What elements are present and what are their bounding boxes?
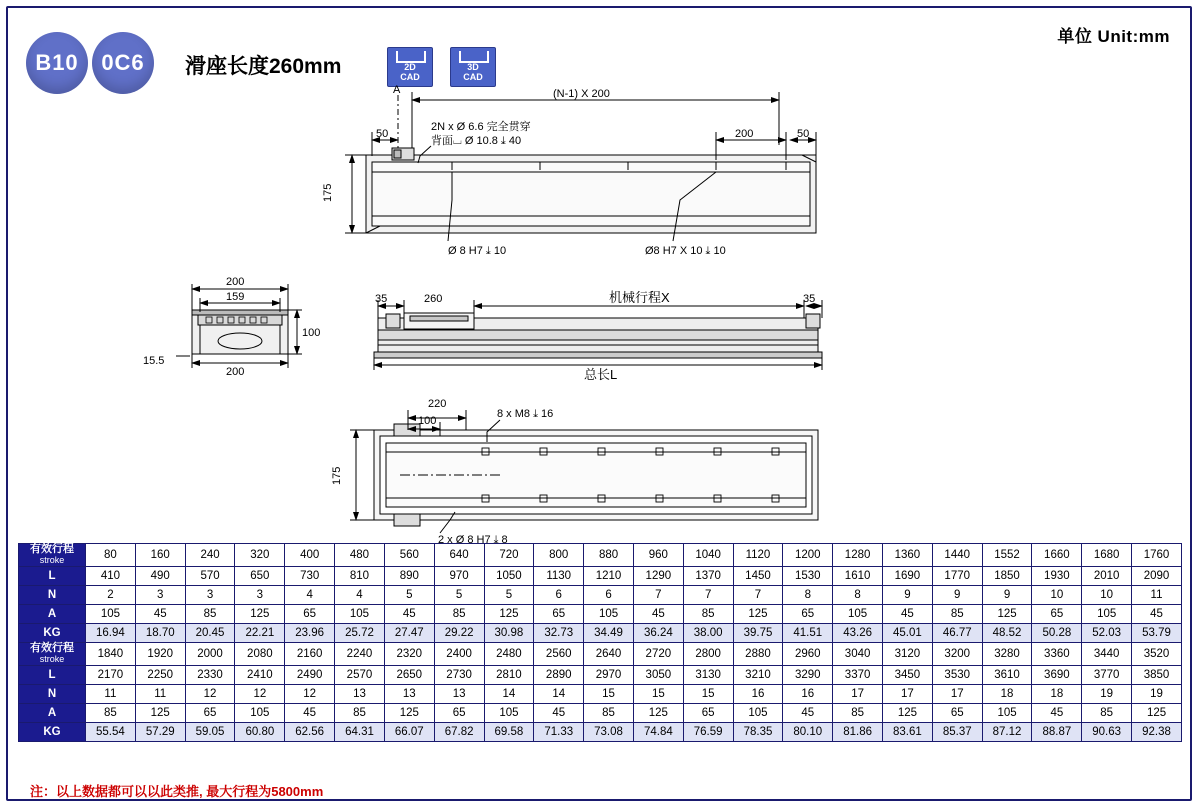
cell: 1280 [833, 544, 883, 567]
svg-text:2N x Ø 6.6 完全贯穿: 2N x Ø 6.6 完全贯穿 [431, 121, 531, 133]
cell: 76.59 [683, 723, 733, 742]
spec-table-block-1 [18, 543, 1182, 742]
svg-text:100: 100 [302, 327, 321, 339]
cell: 60.80 [235, 723, 285, 742]
cell: 12 [185, 685, 235, 704]
cell: 19 [1082, 685, 1132, 704]
cell: 11 [86, 685, 136, 704]
cell: 34.49 [584, 624, 634, 643]
cell: 1610 [833, 567, 883, 586]
cell: 3770 [1082, 666, 1132, 685]
cell: 16.94 [86, 624, 136, 643]
cell: 16 [783, 685, 833, 704]
cell: 2160 [285, 643, 335, 666]
cell: 2880 [733, 643, 783, 666]
cell: 7 [683, 586, 733, 605]
cell: 7 [633, 586, 683, 605]
cell: 2650 [384, 666, 434, 685]
cell: 46.77 [932, 624, 982, 643]
cell: 560 [384, 544, 434, 567]
svg-text:Ø8 H7 X 10 ⤓ 10: Ø8 H7 X 10 ⤓ 10 [645, 245, 726, 257]
cell: 3130 [683, 666, 733, 685]
svg-text:175: 175 [322, 183, 334, 202]
cell: 105 [235, 704, 285, 723]
table-row-l-2 [19, 666, 1182, 685]
cell: 570 [185, 567, 235, 586]
cell: 45 [135, 605, 185, 624]
cell: 400 [285, 544, 335, 567]
cell: 3210 [733, 666, 783, 685]
cell: 810 [335, 567, 385, 586]
cell: 2080 [235, 643, 285, 666]
cell: 15 [683, 685, 733, 704]
cell: 20.45 [185, 624, 235, 643]
cell: 18.70 [135, 624, 185, 643]
row-header-a: A [19, 605, 86, 624]
cad-2d-label-top: 2D [404, 62, 416, 72]
cell: 2250 [135, 666, 185, 685]
cell: 3530 [932, 666, 982, 685]
cell: 85 [833, 704, 883, 723]
cell: 125 [883, 704, 933, 723]
cell: 62.56 [285, 723, 335, 742]
cell: 4 [285, 586, 335, 605]
cell: 45 [384, 605, 434, 624]
table-row-a-1 [19, 605, 1182, 624]
cell: 1840 [86, 643, 136, 666]
cell: 2730 [434, 666, 484, 685]
page-title: 滑座长度260mm [185, 55, 342, 78]
row-header-n: N [19, 685, 86, 704]
cell: 2170 [86, 666, 136, 685]
cell: 1210 [584, 567, 634, 586]
cell: 490 [135, 567, 185, 586]
cell: 45 [783, 704, 833, 723]
svg-text:260: 260 [424, 293, 443, 305]
badge-model-0c6: 0C6 [92, 32, 154, 94]
cell: 30.98 [484, 624, 534, 643]
table-row-kg-2 [19, 723, 1182, 742]
cell: 3280 [982, 643, 1032, 666]
svg-text:50: 50 [376, 128, 389, 140]
svg-text:159: 159 [226, 291, 245, 303]
cell: 18 [1032, 685, 1082, 704]
table-row-a-2 [19, 704, 1182, 723]
row-header-l: L [19, 567, 86, 586]
cell: 125 [484, 605, 534, 624]
cell: 9 [982, 586, 1032, 605]
cell: 45 [534, 704, 584, 723]
cell: 45.01 [883, 624, 933, 643]
cell: 2720 [633, 643, 683, 666]
cell: 2240 [335, 643, 385, 666]
cell: 85 [683, 605, 733, 624]
cell: 73.08 [584, 723, 634, 742]
cell: 1680 [1082, 544, 1132, 567]
svg-text:35: 35 [375, 293, 388, 305]
cell: 8 [783, 586, 833, 605]
stroke-label-cn: 有效行程 [30, 642, 74, 654]
cell: 3040 [833, 643, 883, 666]
cell: 970 [434, 567, 484, 586]
cell: 730 [285, 567, 335, 586]
cell: 1130 [534, 567, 584, 586]
cell: 5 [484, 586, 534, 605]
cell: 2010 [1082, 567, 1132, 586]
cell: 9 [883, 586, 933, 605]
cell: 2480 [484, 643, 534, 666]
cell: 480 [335, 544, 385, 567]
svg-text:总长L: 总长L [584, 367, 618, 382]
cell: 45 [633, 605, 683, 624]
cell: 16 [733, 685, 783, 704]
cell: 10 [1082, 586, 1132, 605]
footnote: 注：以上数据都可以以此类推, 最大行程为5800mm [30, 784, 324, 799]
cell: 1760 [1132, 544, 1182, 567]
cell: 3200 [932, 643, 982, 666]
svg-text:15.5: 15.5 [143, 355, 165, 367]
cell: 17 [932, 685, 982, 704]
cell: 13 [434, 685, 484, 704]
row-header-kg: KG [19, 723, 86, 742]
cell: 59.05 [185, 723, 235, 742]
row-header-n: N [19, 586, 86, 605]
cell: 1050 [484, 567, 534, 586]
svg-text:220: 220 [428, 398, 447, 410]
cell: 320 [235, 544, 285, 567]
specification-table [18, 543, 1182, 742]
cell: 3 [235, 586, 285, 605]
row-header-a: A [19, 704, 86, 723]
table-row-l-1 [19, 567, 1182, 586]
cell: 14 [534, 685, 584, 704]
cell: 3610 [982, 666, 1032, 685]
cell: 2640 [584, 643, 634, 666]
cell: 23.96 [285, 624, 335, 643]
cell: 125 [235, 605, 285, 624]
cell: 125 [633, 704, 683, 723]
cell: 29.22 [434, 624, 484, 643]
cell: 105 [335, 605, 385, 624]
cell: 125 [135, 704, 185, 723]
svg-text:35: 35 [803, 293, 816, 305]
svg-text:机械行程X: 机械行程X [609, 290, 670, 305]
cell: 45 [1132, 605, 1182, 624]
cell: 1440 [932, 544, 982, 567]
cell: 890 [384, 567, 434, 586]
cell: 105 [484, 704, 534, 723]
cell: 25.72 [335, 624, 385, 643]
cell: 2810 [484, 666, 534, 685]
cell: 45 [1032, 704, 1082, 723]
cell: 85 [434, 605, 484, 624]
cell: 69.58 [484, 723, 534, 742]
cell: 10 [1032, 586, 1082, 605]
cell: 22.21 [235, 624, 285, 643]
cell: 65 [783, 605, 833, 624]
cell: 81.86 [833, 723, 883, 742]
cell: 1040 [683, 544, 733, 567]
cell: 74.84 [633, 723, 683, 742]
cell: 65 [534, 605, 584, 624]
unit-label: 单位 Unit:mm [1057, 27, 1170, 46]
cell: 105 [833, 605, 883, 624]
cell: 5 [434, 586, 484, 605]
cell: 85 [932, 605, 982, 624]
cell: 2410 [235, 666, 285, 685]
cell: 1200 [783, 544, 833, 567]
table-row-stroke-2 [19, 643, 1182, 666]
cell: 39.75 [733, 624, 783, 643]
cell: 65 [285, 605, 335, 624]
cell: 3 [185, 586, 235, 605]
cell: 105 [584, 605, 634, 624]
cell: 88.87 [1032, 723, 1082, 742]
cell: 17 [833, 685, 883, 704]
cell: 66.07 [384, 723, 434, 742]
svg-text:50: 50 [797, 128, 810, 140]
cell: 640 [434, 544, 484, 567]
cell: 83.61 [883, 723, 933, 742]
cell: 1920 [135, 643, 185, 666]
cell: 65 [185, 704, 235, 723]
cell: 1120 [733, 544, 783, 567]
row-header-stroke [19, 544, 86, 567]
cell: 19 [1132, 685, 1182, 704]
cell: 3370 [833, 666, 883, 685]
cell: 1370 [683, 567, 733, 586]
svg-text:200: 200 [226, 366, 245, 378]
table-row-n-2 [19, 685, 1182, 704]
cell: 3 [135, 586, 185, 605]
cell: 1530 [783, 567, 833, 586]
cell: 65 [1032, 605, 1082, 624]
cell: 43.26 [833, 624, 883, 643]
cell: 85 [1082, 704, 1132, 723]
cell: 125 [982, 605, 1032, 624]
table-row-n-1 [19, 586, 1182, 605]
cell: 3520 [1132, 643, 1182, 666]
cell: 2 [86, 586, 136, 605]
cell: 78.35 [733, 723, 783, 742]
cell: 3440 [1082, 643, 1132, 666]
cell: 1552 [982, 544, 1032, 567]
cell: 27.47 [384, 624, 434, 643]
cell: 90.63 [1082, 723, 1132, 742]
cell: 9 [932, 586, 982, 605]
cad-3d-label-top: 3D [467, 62, 479, 72]
cell: 36.24 [633, 624, 683, 643]
cell: 80 [86, 544, 136, 567]
cell: 2400 [434, 643, 484, 666]
cell: 880 [584, 544, 634, 567]
cell: 1290 [633, 567, 683, 586]
cell: 3120 [883, 643, 933, 666]
cell: 38.00 [683, 624, 733, 643]
cad-2d-label-bottom: CAD [400, 72, 420, 82]
cell: 18 [982, 685, 1032, 704]
stroke-label-en: stroke [39, 654, 65, 664]
cell: 12 [235, 685, 285, 704]
svg-text:(N-1) X 200: (N-1) X 200 [553, 88, 610, 100]
cell: 2570 [335, 666, 385, 685]
cell: 85 [86, 704, 136, 723]
cad-3d-label-bottom: CAD [463, 72, 483, 82]
cell: 65 [932, 704, 982, 723]
cell: 11 [1132, 586, 1182, 605]
cell: 45 [883, 605, 933, 624]
cell: 8 [833, 586, 883, 605]
cell: 1660 [1032, 544, 1082, 567]
cell: 720 [484, 544, 534, 567]
cell: 1850 [982, 567, 1032, 586]
cell: 105 [982, 704, 1032, 723]
cell: 2320 [384, 643, 434, 666]
svg-text:100: 100 [418, 415, 437, 427]
row-header-stroke [19, 643, 86, 666]
cell: 45 [285, 704, 335, 723]
cell: 650 [235, 567, 285, 586]
cell: 800 [534, 544, 584, 567]
row-header-l: L [19, 666, 86, 685]
cell: 3290 [783, 666, 833, 685]
stroke-label-en: stroke [39, 555, 65, 565]
cell: 1930 [1032, 567, 1082, 586]
cell: 6 [584, 586, 634, 605]
cell: 5 [384, 586, 434, 605]
cell: 1360 [883, 544, 933, 567]
cell: 80.10 [783, 723, 833, 742]
cell: 32.73 [534, 624, 584, 643]
table-row-kg-1 [19, 624, 1182, 643]
cell: 105 [86, 605, 136, 624]
cell: 50.28 [1032, 624, 1082, 643]
cell: 3690 [1032, 666, 1082, 685]
svg-text:200: 200 [735, 128, 754, 140]
cell: 12 [285, 685, 335, 704]
cell: 3360 [1032, 643, 1082, 666]
cell: 65 [434, 704, 484, 723]
cell: 92.38 [1132, 723, 1182, 742]
svg-text:8 x M8 ⤓ 16: 8 x M8 ⤓ 16 [497, 408, 554, 420]
cell: 2960 [783, 643, 833, 666]
cell: 2970 [584, 666, 634, 685]
cell: 105 [733, 704, 783, 723]
cell: 2890 [534, 666, 584, 685]
cell: 1450 [733, 567, 783, 586]
cell: 17 [883, 685, 933, 704]
cell: 85 [584, 704, 634, 723]
svg-text:2 x Ø 8 H7 ⤓ 8: 2 x Ø 8 H7 ⤓ 8 [438, 534, 508, 545]
cell: 67.82 [434, 723, 484, 742]
cell: 87.12 [982, 723, 1032, 742]
cell: 2490 [285, 666, 335, 685]
svg-text:背面⌴ Ø 10.8 ⤓ 40: 背面⌴ Ø 10.8 ⤓ 40 [431, 135, 522, 147]
cell: 53.79 [1132, 624, 1182, 643]
cell: 3850 [1132, 666, 1182, 685]
cell: 13 [384, 685, 434, 704]
cell: 125 [384, 704, 434, 723]
cell: 6 [534, 586, 584, 605]
cell: 41.51 [783, 624, 833, 643]
cell: 85.37 [932, 723, 982, 742]
cell: 160 [135, 544, 185, 567]
cell: 2330 [185, 666, 235, 685]
cell: 240 [185, 544, 235, 567]
cell: 2000 [185, 643, 235, 666]
cell: 55.54 [86, 723, 136, 742]
cell: 11 [135, 685, 185, 704]
cell: 2800 [683, 643, 733, 666]
cell: 1690 [883, 567, 933, 586]
top-view-marker-a: A [393, 84, 401, 96]
cell: 1770 [932, 567, 982, 586]
cell: 52.03 [1082, 624, 1132, 643]
cell: 48.52 [982, 624, 1032, 643]
table-row-stroke-1 [19, 544, 1182, 567]
cell: 71.33 [534, 723, 584, 742]
cell: 3450 [883, 666, 933, 685]
cell: 3050 [633, 666, 683, 685]
cell: 85 [185, 605, 235, 624]
badge-model-b10: B10 [26, 32, 88, 94]
row-header-kg: KG [19, 624, 86, 643]
stroke-label-cn: 有效行程 [30, 543, 74, 555]
cell: 2090 [1132, 567, 1182, 586]
cell: 125 [733, 605, 783, 624]
cell: 15 [584, 685, 634, 704]
cell: 85 [335, 704, 385, 723]
cell: 14 [484, 685, 534, 704]
svg-text:Ø 8 H7 ⤓ 10: Ø 8 H7 ⤓ 10 [448, 245, 507, 257]
cell: 2560 [534, 643, 584, 666]
cell: 64.31 [335, 723, 385, 742]
cell: 960 [633, 544, 683, 567]
svg-text:175: 175 [331, 466, 343, 485]
cell: 13 [335, 685, 385, 704]
cell: 7 [733, 586, 783, 605]
svg-text:200: 200 [226, 276, 245, 288]
cell: 410 [86, 567, 136, 586]
cell: 4 [335, 586, 385, 605]
cell: 105 [1082, 605, 1132, 624]
cell: 15 [633, 685, 683, 704]
cell: 125 [1132, 704, 1182, 723]
cell: 57.29 [135, 723, 185, 742]
cell: 65 [683, 704, 733, 723]
